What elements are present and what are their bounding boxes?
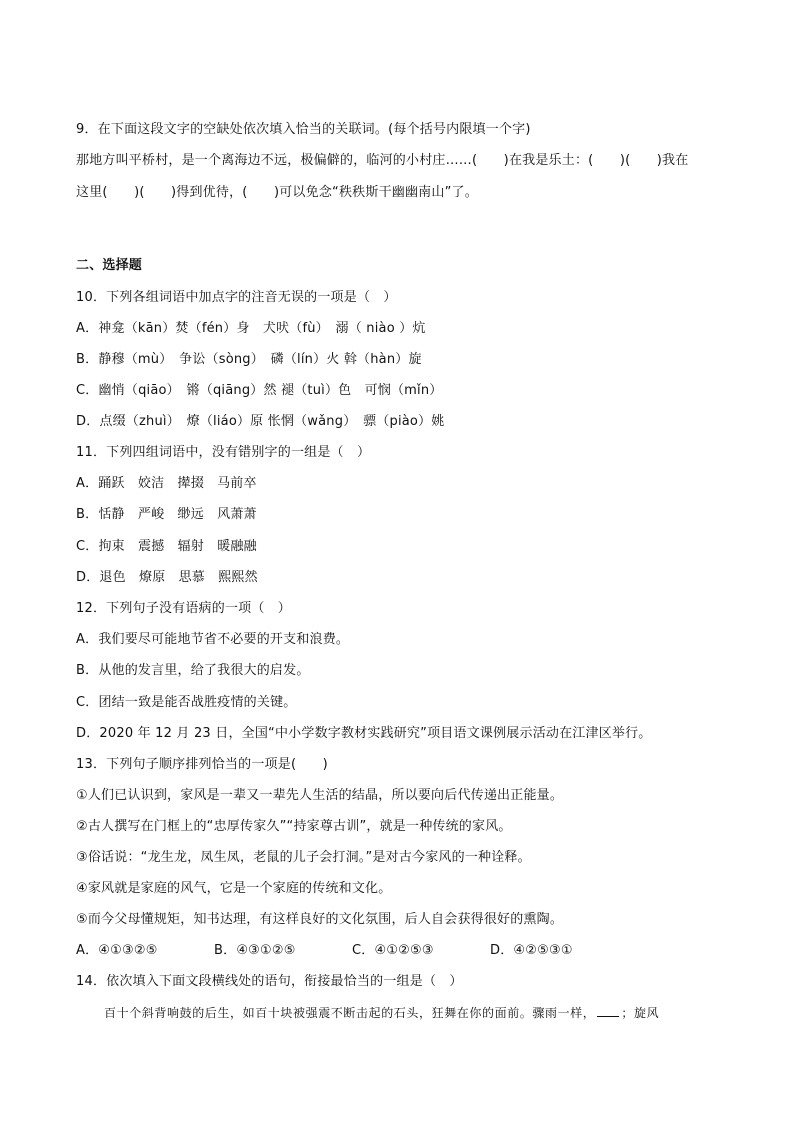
- q13-option-b: B．④③①②⑤: [214, 943, 296, 958]
- section-title: 二、选择题: [76, 258, 143, 273]
- q14-passage-after: ；旋风: [621, 1006, 660, 1020]
- q13-stem: 13．下列句子顺序排列恰当的一项是( ): [76, 757, 328, 772]
- q12-option-a: A．我们要尽可能地节省不必要的开支和浪费。: [76, 632, 350, 647]
- q14-stem: 14．依次填入下面文段横线处的语句，衔接最恰当的一组是（ ）: [76, 974, 463, 989]
- q13-option-c: C．④①②⑤③: [352, 943, 434, 958]
- q13-option-a: A．④①③②⑤: [76, 943, 158, 958]
- q13-option-d: D．④②⑤③①: [490, 943, 573, 958]
- q13-sentence-2: ②古人撰写在门框上的“忠厚传家久”“持家尊古训”，就是一种传统的家风。: [76, 819, 512, 834]
- q9-passage-line-2: 这里( )( )得到优待，( )可以免念“秩秩斯干幽幽南山”了。: [76, 185, 478, 200]
- q14-passage-before: 百十个斜背响鼓的后生，如百十块被强震不断击起的石头，狂舞在你的面前。骤雨一样，: [104, 1006, 596, 1020]
- q12-option-c: C．团结一致是能否战胜疫情的关键。: [76, 695, 297, 710]
- q10-option-b: B．静穆（mù） 争讼（sòng） 磷（lín）火 斡（hàn）旋: [76, 352, 422, 367]
- q9-stem: 9．在下面这段文字的空缺处依次填入恰当的关联词。(每个括号内限填一个字): [76, 122, 531, 137]
- q10-option-a: A．神龛（kān）焚（fén）身 犬吠（fù） 溺（ niào ）炕: [76, 321, 426, 336]
- q11-option-c: C．拘束 震撼 辐射 暖融融: [76, 539, 257, 554]
- q9-passage-line-1: 那地方叫平桥村，是一个离海边不远，极偏僻的，临河的小村庄……( )在我是乐土：( )( )我在: [76, 153, 689, 168]
- q12-option-b: B．从他的发言里，给了我很大的启发。: [76, 663, 310, 678]
- q10-option-d: D．点缀（zhuì） 燎（liáo）原 怅惘（wǎng） 骠（piào）姚: [76, 414, 445, 429]
- q13-sentence-3: ③俗话说：“龙生龙，凤生凤，老鼠的儿子会打洞。”是对古今家风的一种诠释。: [76, 850, 531, 865]
- q10-stem: 10．下列各组词语中加点字的注音无误的一项是（ ）: [76, 290, 397, 305]
- q12-stem: 12．下列句子没有语病的一项（ ）: [76, 601, 291, 616]
- q11-option-b: B．恬静 严峻 缈远 风萧萧: [76, 507, 257, 522]
- q11-option-a: A．踊跃 姣洁 撵掇 马前卒: [76, 476, 257, 491]
- q13-sentence-4: ④家风就是家庭的风气，它是一个家庭的传统和文化。: [76, 881, 392, 896]
- q10-option-c: C．幽悄（qiāo） 锵（qiāng）然 褪（tuì）色 可悯（mǐn）: [76, 383, 443, 398]
- q11-option-d: D．退色 燎原 思慕 熙熙然: [76, 570, 258, 585]
- q11-stem: 11．下列四组词语中，没有错别字的一组是（ ）: [76, 445, 371, 460]
- q13-sentence-1: ①人们已认识到，家风是一辈又一辈先人生活的结晶，所以要向后代传递出正能量。: [76, 788, 564, 803]
- q14-blank: [597, 1004, 619, 1017]
- q14-passage: [104, 1004, 659, 1022]
- q13-sentence-5: ⑤而今父母懂规矩，知书达理，有这样良好的文化氛围，后人自会获得很好的熏陶。: [76, 912, 564, 927]
- q12-option-d: D．2020 年 12 月 23 日，全国“中小学数字教材实践研究”项目语文课例展示活动在江津区举行。: [76, 726, 652, 741]
- q13-options: [76, 942, 573, 960]
